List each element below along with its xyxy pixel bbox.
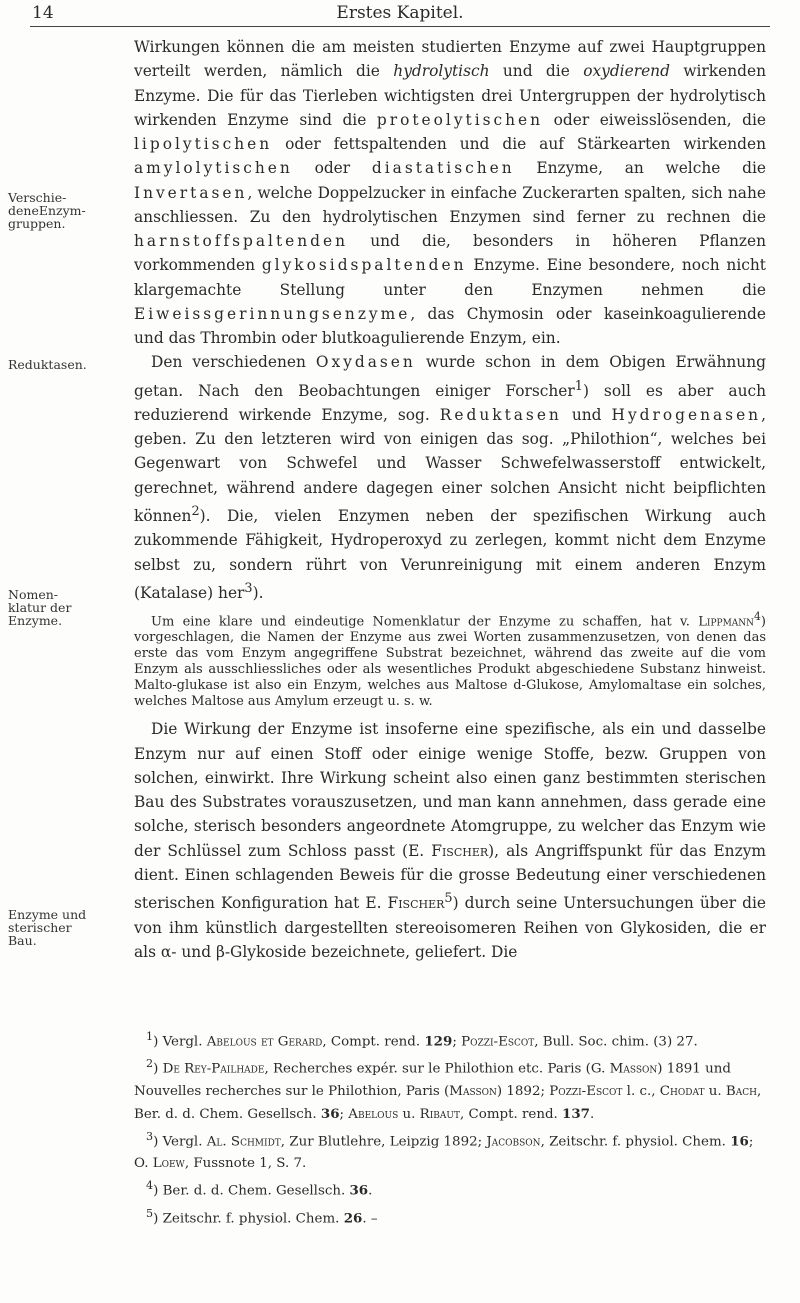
footnote-5: $^5$) Zeitschr. f. physiol. Chem. 26. – (146, 1206, 378, 1227)
footnote-ref-3[interactable]: 3 (244, 580, 253, 596)
footnote-ref-4[interactable]: 4 (754, 610, 761, 624)
paragraph-enzyme-groups: Wirkungen können die am meisten studierten Enzyme auf zwei Hauptgruppen verteilt werden, nämlich die hydrolytisch und die oxydierend wirkenden Enzyme. Die für das Tierleben wichtigsten drei Untergruppen der hydrolytisch wirkenden Enzyme sind die proteolytischen oder eiweisslösenden, die lipolytischen oder fettspaltenden und die auf Stärkearten wirkenden amylolytischen oder diastatischen Enzyme, an welche die Invertasen, welche Doppelzucker in einfache Zuckerarten spalten, sich nahe anschliessen. Zu den hydrolytischen Enzymen sind ferner zu rechnen die harnstoffspaltenden und die, besonders in höheren Pflanzen vorkommenden glykosidspaltenden Enzyme. Eine besondere, noch nicht klargemachte Stellung unter den Enzymen nehmen die Eiweissgerinnungsenzyme, das Chymosin oder kaseinkoagulierende und das Thrombin oder blutkoagulierende Enzym, ein. (134, 38, 766, 347)
footnote-4: $^4$) Ber. d. d. Chem. Gesellsch. 36. (146, 1179, 373, 1199)
margin-note-sterischer-bau: Enzyme und sterischer Bau. (8, 907, 87, 948)
margin-note-nomenklatur: Nomen- klatur der Enzyme. (8, 587, 72, 628)
paragraph-reduktasen: Den verschiedenen Oxydasen wurde schon in dem Obigen Erwähnung getan. Nach den Beobachtungen einiger Forscher$^1$) soll es aber auch reduzierend wirkende Enzyme, sog. Reduktasen und Hydrogenasen, geben. Zu den letzteren wird von einigen das sog. „Philothion“, welches bei Gegenwart von Schwefel und Wasser Schwefelwasserstoff entwickelt, gerechnet, während andere dagegen einer solchen Ansicht nicht beipflichten können$^2$). Die, vielen Enzymen neben der spezifischen Wirkung auch zukommende Fähigkeit, Hydroperoxyd zu zerlegen, kommt nicht dem Enzyme selbst zu, sondern rührt von Verunreinigung mit einem anderen Enzym (Katalase) her$^3$). (134, 353, 767, 602)
footnote-ref-5[interactable]: 5 (444, 891, 453, 907)
footnote-1: $^1$) Vergl. Abelous et Gerard, Compt. rend. 129; Pozzi-Escot, Bull. Soc. chim. (3) 27. (146, 1030, 698, 1050)
header-rule (30, 26, 770, 27)
footnote-ref-1[interactable]: 1 (574, 378, 583, 394)
margin-note-enzymgruppen: Verschie- deneEnzym- gruppen. (8, 190, 86, 231)
body-text (134, 35, 766, 964)
page-number: 14 (32, 3, 54, 23)
margin-note-reduktasen: Reduktasen. (8, 357, 87, 372)
footnote-ref-2[interactable]: 2 (191, 503, 200, 519)
footnotes (134, 1026, 766, 1230)
running-head: Erstes Kapitel. (336, 3, 464, 23)
footnote-2: $^2$) De Rey-Pailhade, Recherches expér. sur le Philothion etc. Paris (G. Masson) 1891 und Nouvelles recherches sur le Philothion, Paris (Masson) 1892; Pozzi-Escot l. c., Chodat u. Bach, Ber. d. d. Chem. Gesellsch. 36; Abelous u. Ribaut, Compt. rend. 137. (134, 1057, 762, 1122)
paragraph-nomenklatur: Um eine klare und eindeutige Nomenklatur der Enzyme zu schaffen, hat v. Lippmann$^4$) vorgeschlagen, die Namen der Enzyme aus zwei Worten zusammenzusetzen, von denen das erste das vom Enzym angegriffene Substrat bezeichnet, während das zweite auf die vom Enzym als ausschliessliches oder als wesentliches Produkt abgeschiedene Substanz hinweist. Malto-glukase ist also ein Enzym, welches aus Maltose d-Glukose, Amylomaltase ein solches, welches Maltose aus Amylum erzeugt u. s. w. (134, 610, 766, 710)
footnote-3: $^3$) Vergl. Al. Schmidt, Zur Blutlehre, Leipzig 1892; Jacobson, Zeitschr. f. physiol. Chem. 16; O. Loew, Fussnote 1, S. 7. (134, 1129, 754, 1172)
paragraph-sterischer-bau: Die Wirkung der Enzyme ist insoferne eine spezifische, als ein und dasselbe Enzym nur auf einen Stoff oder einige wenige Stoffe, bezw. Gruppen von solchen, einwirkt. Ihre Wirkung scheint also einen ganz bestimmten sterischen Bau des Substrates vorauszusetzen, und man kann annehmen, dass gerade eine solche, sterisch besonders angeordnete Atomgruppe, zu welcher das Enzym wie der Schlüssel zum Schloss passt (E. Fischer), als Angriffspunkt für das Enzym dient. Einen schlagenden Beweis für die grosse Bedeutung einer verschiedenen sterischen Konfiguration hat E. Fischer$^5$) durch seine Untersuchungen über die von ihm künstlich dargestellten stereoisomeren Reihen von Glykosiden, die er als α- und β-Glykoside bezeichnete, geliefert. Die (134, 720, 766, 961)
